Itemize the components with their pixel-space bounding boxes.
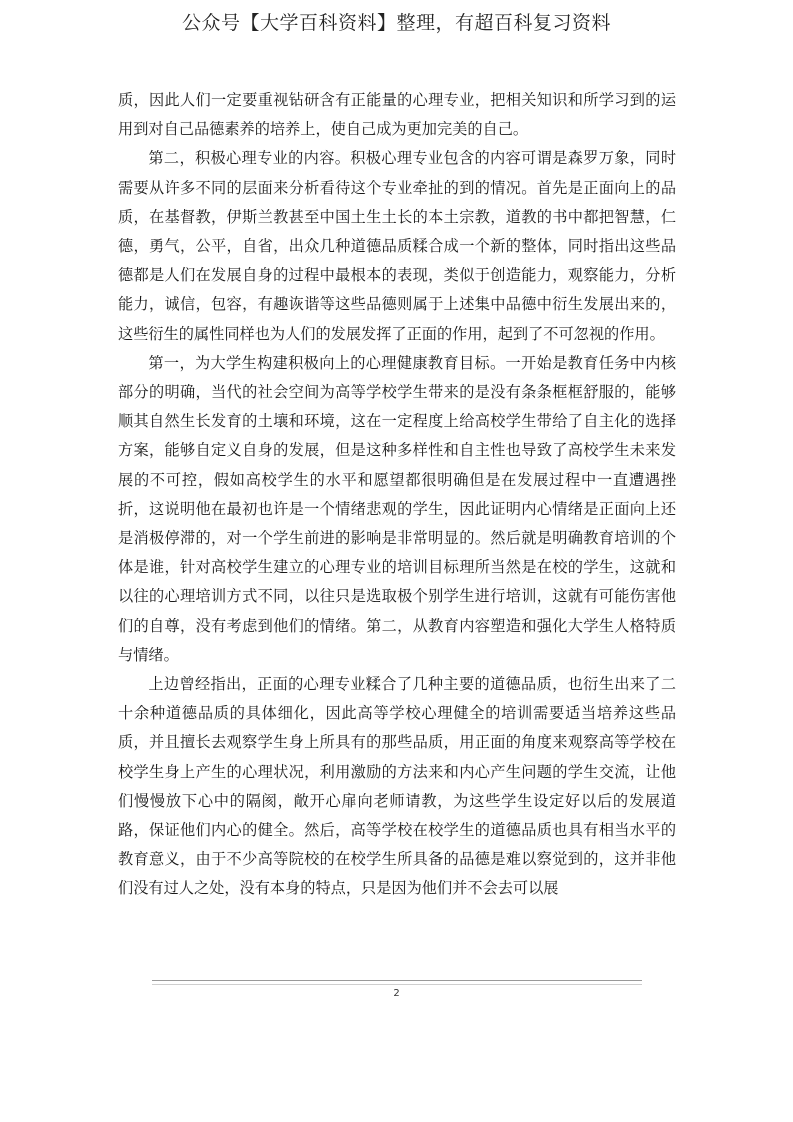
page-header: 公众号【大学百科资料】整理，有超百科复习资料 (181, 12, 611, 34)
page-number: 2 (393, 988, 400, 999)
paragraph-second-content: 第二，积极心理专业的内容。积极心理专业包含的内容可谓是森罗万象，同时需要从许多不同的层面来分析看待这个专业牵扯的到的情况。首先是正面向上的品质，在基督教，伊斯兰教甚至中国土生土长的本土宗教，道教的书中都把智慧，仁德，勇气，公平，自省，出众几种道德品质糅合成一个新的整体，同时指出这些品德都是人们在发展自身的过程中最根本的表现，类似于创造能力，观察能力，分析能力，诚信，包容，有趣诙谐等这些品德则属于上述集中品德中衍生发展出来的，这些衍生的属性同样也为人们的发展发挥了正面的作用，起到了不可忽视的作用。 (118, 149, 676, 343)
document-body (118, 86, 676, 904)
paragraph-continuation: 质，因此人们一定要重视钻研含有正能量的心理专业，把相关知识和所学习到的运用到对自己品德素养的培养上，使自己成为更加完美的自己。 (118, 91, 676, 139)
paragraph-moral-qualities: 上边曾经指出，正面的心理专业糅合了几种主要的道德品质，也衍生出来了二十余种道德品质的具体细化，因此高等学校心理健全的培训需要适当培养这些品质，并且擅长去观察学生身上所具有的那些品质，用正面的角度来观察高等学校在校学生身上产生的心理状况，利用激励的方法来和内心产生问题的学生交流，让他们慢慢放下心中的隔阂，敞开心扉向老师请教，为这些学生设定好以后的发展道路，保证他们内心的健全。然后，高等学校在校学生的道德品质也具有相当水平的教育意义，由于不少高等院校的在校学生所具备的品德是难以察觉到的，这并非他们没有过人之处，没有本身的特点，只是因为他们并不会去可以展 (118, 675, 676, 898)
paragraph-first-goal: 第一，为大学生构建积极向上的心理健康教育目标。一开始是教育任务中内核部分的明确，当代的社会空间为高等学校学生带来的是没有条条框框舒服的，能够顺其自然生长发育的土壤和环境，这在一定程度上给高校学生带给了自主化的选择方案，能够自定义自身的发展，但是这种多样性和自主性也导致了高校学生未来发展的不可控，假如高校学生的水平和愿望都很明确但是在发展过程中一直遭遇挫折，这说明他在最初也许是一个情绪悲观的学生，因此证明内心情绪是正面向上还是消极停滞的，对一个学生前进的影响是非常明显的。然后就是明确教育培训的个体是谁，针对高校学生建立的心理专业的培训目标理所当然是在校的学生，这就和以往的心理培训方式不同，以往只是选取极个别学生进行培训，这就有可能伤害他们的自尊，没有考虑到他们的情绪。第二，从教育内容塑造和强化大学生人格特质与情绪。 (118, 353, 676, 664)
footer-divider (152, 980, 642, 985)
